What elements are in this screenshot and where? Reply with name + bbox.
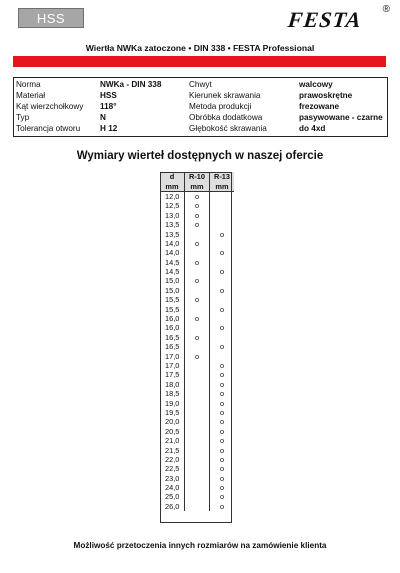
r13-cell bbox=[210, 295, 235, 304]
diameter-cell: 14,5 bbox=[160, 258, 185, 267]
spec-label: Typ bbox=[16, 113, 30, 122]
table-header-cell: d bbox=[160, 172, 185, 181]
spec-value: N bbox=[100, 113, 106, 122]
r10-cell bbox=[185, 492, 210, 501]
r10-cell: o bbox=[185, 191, 210, 201]
table-row bbox=[160, 398, 234, 407]
r10-cell bbox=[185, 389, 210, 398]
table-row bbox=[160, 220, 234, 229]
r13-cell bbox=[210, 239, 235, 248]
diameter-cell: 16,5 bbox=[160, 333, 185, 342]
diameter-cell: 17,0 bbox=[160, 351, 185, 360]
diameter-cell: 19,5 bbox=[160, 408, 185, 417]
r10-cell bbox=[185, 502, 210, 511]
diameter-cell: 21,0 bbox=[160, 436, 185, 445]
spec-value: H 12 bbox=[100, 124, 118, 133]
table-header-cell: mm bbox=[185, 181, 210, 191]
table-row bbox=[160, 408, 234, 417]
r13-cell bbox=[210, 201, 235, 210]
r10-cell: o bbox=[185, 258, 210, 267]
table-header-cell: mm bbox=[160, 181, 185, 191]
r13-cell: o bbox=[219, 445, 225, 455]
r10-cell bbox=[185, 455, 210, 464]
brand-name: FESTA bbox=[286, 7, 363, 32]
table-header-row bbox=[160, 181, 234, 191]
r10-cell bbox=[185, 286, 210, 295]
r13-cell: o bbox=[219, 229, 225, 239]
spec-value: HSS bbox=[100, 91, 117, 100]
table-row bbox=[160, 370, 234, 379]
r10-cell bbox=[185, 474, 210, 483]
r10-cell bbox=[185, 342, 210, 351]
spec-table bbox=[13, 77, 388, 137]
spec-label: Kierunek skrawania bbox=[189, 91, 261, 100]
table-row bbox=[160, 351, 234, 360]
r13-cell: o bbox=[219, 342, 225, 352]
r13-cell: o bbox=[219, 389, 225, 399]
table-row bbox=[160, 427, 234, 436]
r13-cell: o bbox=[219, 323, 225, 333]
diameter-cell: 13,5 bbox=[160, 229, 185, 238]
r10-cell bbox=[185, 417, 210, 426]
r13-cell: o bbox=[219, 304, 225, 314]
registered-mark: ® bbox=[382, 4, 390, 15]
r13-cell bbox=[210, 211, 235, 220]
r13-cell: o bbox=[219, 454, 225, 464]
spec-value: 118° bbox=[100, 102, 117, 111]
r13-cell: o bbox=[219, 379, 225, 389]
diameter-cell: 19,0 bbox=[160, 398, 185, 407]
spec-label: Tolerancja otworu bbox=[16, 124, 81, 133]
red-divider-bar bbox=[13, 56, 386, 67]
r13-cell: o bbox=[219, 285, 225, 295]
r10-cell bbox=[185, 229, 210, 238]
spec-label: Kąt wierzchołkowy bbox=[16, 102, 84, 111]
r13-cell: o bbox=[219, 501, 225, 511]
r10-cell bbox=[185, 445, 210, 454]
spec-label: Norma bbox=[16, 80, 41, 89]
r10-cell: o bbox=[185, 314, 210, 323]
table-row bbox=[160, 445, 234, 454]
diameter-cell: 21,5 bbox=[160, 445, 185, 454]
diameter-cell: 17,0 bbox=[160, 361, 185, 370]
diameter-cell: 18,5 bbox=[160, 389, 185, 398]
diameter-cell: 17,5 bbox=[160, 370, 185, 379]
diameter-cell: 20,5 bbox=[160, 427, 185, 436]
table-row bbox=[160, 436, 234, 445]
diameter-cell: 14,5 bbox=[160, 267, 185, 276]
diameter-cell: 23,0 bbox=[160, 474, 185, 483]
diameter-cell: 14,0 bbox=[160, 248, 185, 257]
spec-value: walcowy bbox=[299, 80, 333, 89]
diameter-cell: 24,0 bbox=[160, 483, 185, 492]
r13-cell: o bbox=[219, 492, 225, 502]
table-row bbox=[160, 314, 234, 323]
r10-cell: o bbox=[185, 276, 210, 285]
r13-cell bbox=[210, 314, 235, 323]
table-row bbox=[160, 342, 234, 351]
r10-cell: o bbox=[185, 220, 210, 229]
table-header-cell: mm bbox=[210, 181, 235, 191]
r13-cell: o bbox=[219, 464, 225, 474]
table-row bbox=[160, 258, 234, 267]
r13-cell: o bbox=[219, 426, 225, 436]
r13-cell: o bbox=[219, 473, 225, 483]
diameter-cell: 12,0 bbox=[160, 191, 185, 201]
r13-cell bbox=[210, 258, 235, 267]
table-row bbox=[160, 464, 234, 473]
r13-cell bbox=[210, 191, 235, 201]
r13-cell: o bbox=[219, 361, 225, 370]
table-row bbox=[160, 333, 234, 342]
r10-cell bbox=[185, 304, 210, 313]
r10-cell bbox=[185, 323, 210, 332]
table-row bbox=[160, 483, 234, 492]
spec-label: Obróbka dodatkowa bbox=[189, 113, 263, 122]
table-row bbox=[160, 239, 234, 248]
diameter-cell: 13,0 bbox=[160, 211, 185, 220]
diameter-cell: 14,0 bbox=[160, 239, 185, 248]
material-badge bbox=[18, 8, 84, 28]
spec-label: Chwyt bbox=[189, 80, 212, 89]
r13-cell: o bbox=[219, 267, 225, 277]
r10-cell: o bbox=[185, 295, 210, 304]
diameter-cell: 18,0 bbox=[160, 380, 185, 389]
festa-logo bbox=[288, 4, 390, 34]
diameter-cell: 16,0 bbox=[160, 314, 185, 323]
table-row bbox=[160, 286, 234, 295]
section-subtitle: Wymiary wierteł dostępnych w naszej ofercie bbox=[76, 150, 324, 162]
table-row bbox=[160, 276, 234, 285]
diameter-cell: 15,0 bbox=[160, 276, 185, 285]
r10-cell bbox=[185, 248, 210, 257]
diameter-cell: 12,5 bbox=[160, 201, 185, 210]
r13-cell: o bbox=[219, 370, 225, 380]
spec-value: prawoskrętne bbox=[299, 91, 353, 100]
r13-cell: o bbox=[219, 407, 225, 417]
table-row bbox=[160, 304, 234, 313]
table-header-cell: R-13 bbox=[210, 172, 235, 181]
spec-value: do 4xd bbox=[299, 124, 326, 133]
r13-cell: o bbox=[219, 483, 225, 493]
r10-cell bbox=[185, 483, 210, 492]
table-row bbox=[160, 474, 234, 483]
diameter-cell: 15,5 bbox=[160, 295, 185, 304]
r13-cell bbox=[210, 333, 235, 342]
r13-cell: o bbox=[219, 417, 225, 427]
diameter-cell: 22,5 bbox=[160, 464, 185, 473]
spec-value: NWKa - DIN 338 bbox=[100, 80, 162, 89]
table-row bbox=[160, 417, 234, 426]
r10-cell: o bbox=[185, 239, 210, 248]
diameter-cell: 22,0 bbox=[160, 455, 185, 464]
r10-cell: o bbox=[185, 333, 210, 342]
table-row bbox=[160, 502, 234, 511]
spec-label: Metoda produkcji bbox=[189, 102, 252, 111]
r10-cell bbox=[185, 398, 210, 407]
spec-label: Materiał bbox=[16, 91, 46, 100]
table-header-row bbox=[160, 172, 234, 181]
r10-cell: o bbox=[185, 201, 210, 210]
spec-label: Głębokość skrawania bbox=[189, 124, 267, 133]
diameter-cell: 26,0 bbox=[160, 502, 185, 511]
table-row bbox=[160, 455, 234, 464]
product-title: Wiertła NWKa zatoczone • DIN 338 • FESTA Professional bbox=[85, 43, 315, 53]
diameter-cell: 16,0 bbox=[160, 323, 185, 332]
r13-cell bbox=[210, 220, 235, 229]
diameter-cell: 20,0 bbox=[160, 417, 185, 426]
table-row bbox=[160, 267, 234, 276]
table-row bbox=[160, 211, 234, 220]
r10-cell: o bbox=[185, 351, 210, 360]
table-row bbox=[160, 191, 234, 201]
r10-cell bbox=[185, 380, 210, 389]
table-row bbox=[160, 389, 234, 398]
diameter-cell: 13,5 bbox=[160, 220, 185, 229]
footer-note: Możliwość przetoczenia innych rozmiarów na zamówienie klienta bbox=[73, 541, 327, 550]
r10-cell: o bbox=[185, 211, 210, 220]
table-row bbox=[160, 492, 234, 501]
table-row bbox=[160, 361, 234, 370]
table-row bbox=[160, 380, 234, 389]
r10-cell bbox=[185, 267, 210, 276]
r13-cell: o bbox=[219, 436, 225, 446]
r10-cell bbox=[185, 436, 210, 445]
spec-value: frezowane bbox=[299, 102, 340, 111]
r13-cell bbox=[210, 351, 235, 360]
dimensions-table bbox=[160, 172, 234, 511]
r10-cell bbox=[185, 464, 210, 473]
badge-label: HSS bbox=[36, 10, 66, 26]
r10-cell bbox=[185, 427, 210, 436]
r10-cell bbox=[185, 370, 210, 379]
table-row bbox=[160, 229, 234, 238]
r13-cell: o bbox=[219, 398, 225, 408]
table-row bbox=[160, 295, 234, 304]
diameter-cell: 15,5 bbox=[160, 304, 185, 313]
r13-cell bbox=[210, 276, 235, 285]
diameter-cell: 15,0 bbox=[160, 286, 185, 295]
table-row bbox=[160, 201, 234, 210]
r13-cell: o bbox=[219, 248, 225, 258]
table-row bbox=[160, 323, 234, 332]
r10-cell bbox=[185, 408, 210, 417]
table-row bbox=[160, 248, 234, 257]
diameter-cell: 16,5 bbox=[160, 342, 185, 351]
diameter-cell: 25,0 bbox=[160, 492, 185, 501]
table-header-cell: R-10 bbox=[185, 172, 210, 181]
spec-value: pasywowane - czarne bbox=[299, 113, 383, 122]
r10-cell bbox=[185, 361, 210, 370]
